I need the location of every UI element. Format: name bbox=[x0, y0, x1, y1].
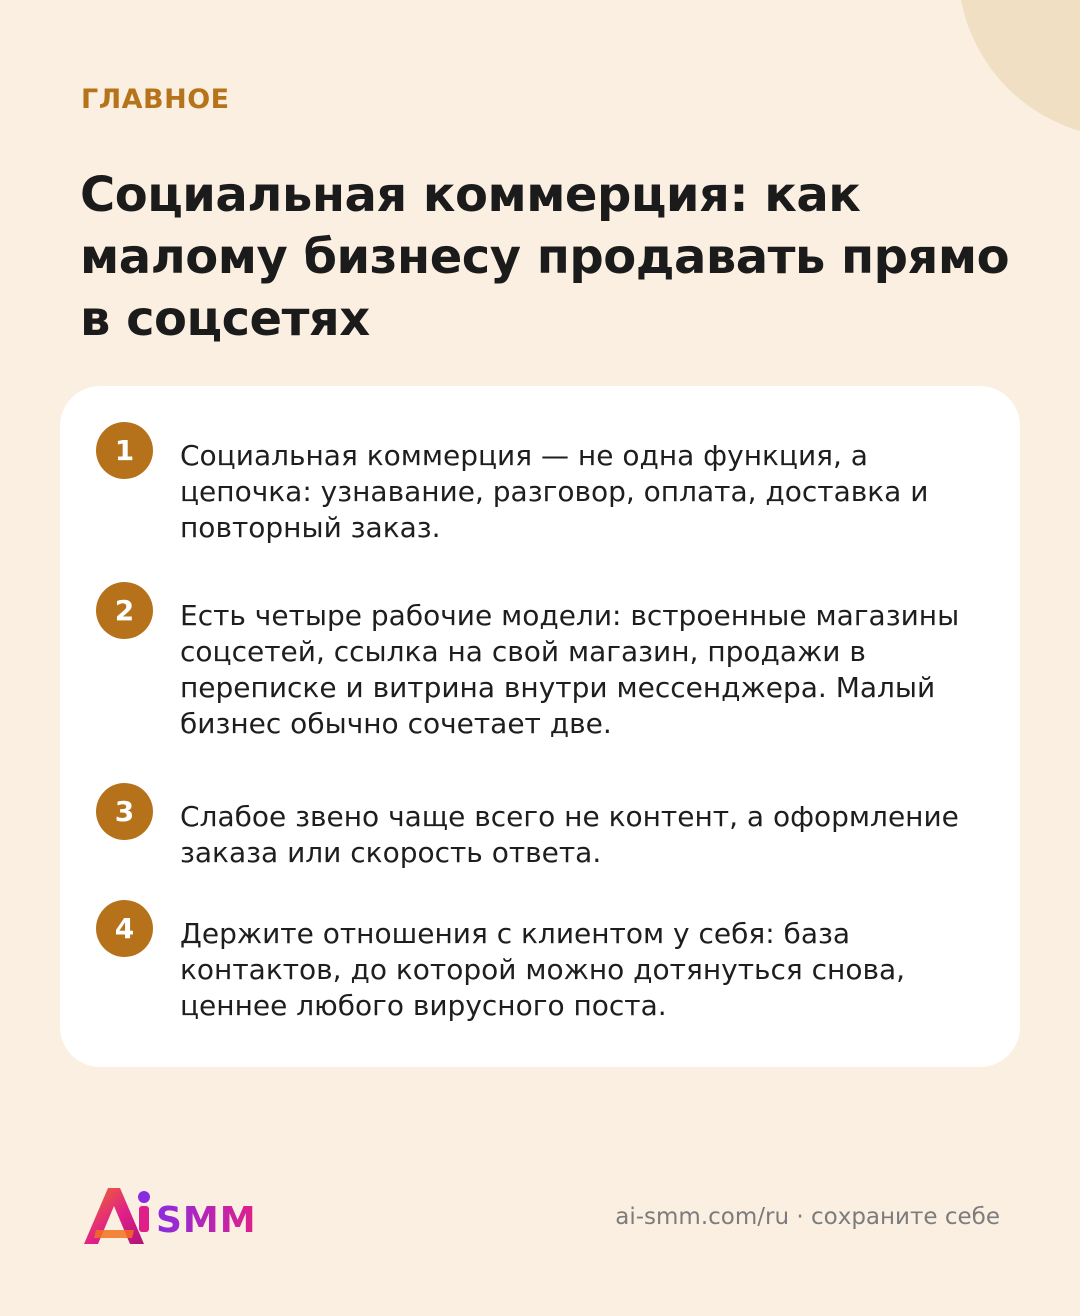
number-badge: 2 bbox=[96, 582, 153, 639]
key-point-text: Есть четыре рабочие модели: встроенные магазины соцсетей, ссылка на свой магазин, продажи в переписке и витрина внутри мессенджера. Малый бизнес обычно сочетает две. bbox=[180, 599, 960, 740]
decorative-corner-circle bbox=[958, 0, 1080, 138]
number-badge: 4 bbox=[96, 900, 153, 957]
aismm-logo bbox=[82, 1184, 282, 1250]
footer-caption: ai-smm.com/ru · сохраните себе bbox=[615, 1204, 1000, 1230]
number-badge: 1 bbox=[96, 422, 153, 479]
key-point-text: Слабое звено чаще всего не контент, а оформление заказа или скорость ответа. bbox=[180, 800, 959, 869]
key-point-text: Социальная коммерция — не одна функция, а цепочка: узнавание, разговор, оплата, доставка и повторный заказ. bbox=[180, 439, 929, 544]
number-badge: 3 bbox=[96, 783, 153, 840]
eyebrow-label: ГЛАВНОЕ bbox=[81, 84, 230, 115]
key-point-text: Держите отношения с клиентом у себя: база контактов, до которой можно дотянуться снова, ценнее любого вирусного поста. bbox=[180, 917, 906, 1022]
page-title: Социальная коммерция: как малому бизнесу продавать прямо в соцсетях bbox=[80, 167, 1010, 347]
key-points-card bbox=[60, 386, 1020, 1067]
svg-text:SMM: SMM bbox=[156, 1200, 257, 1241]
aismm-logo-mark bbox=[82, 1184, 282, 1250]
